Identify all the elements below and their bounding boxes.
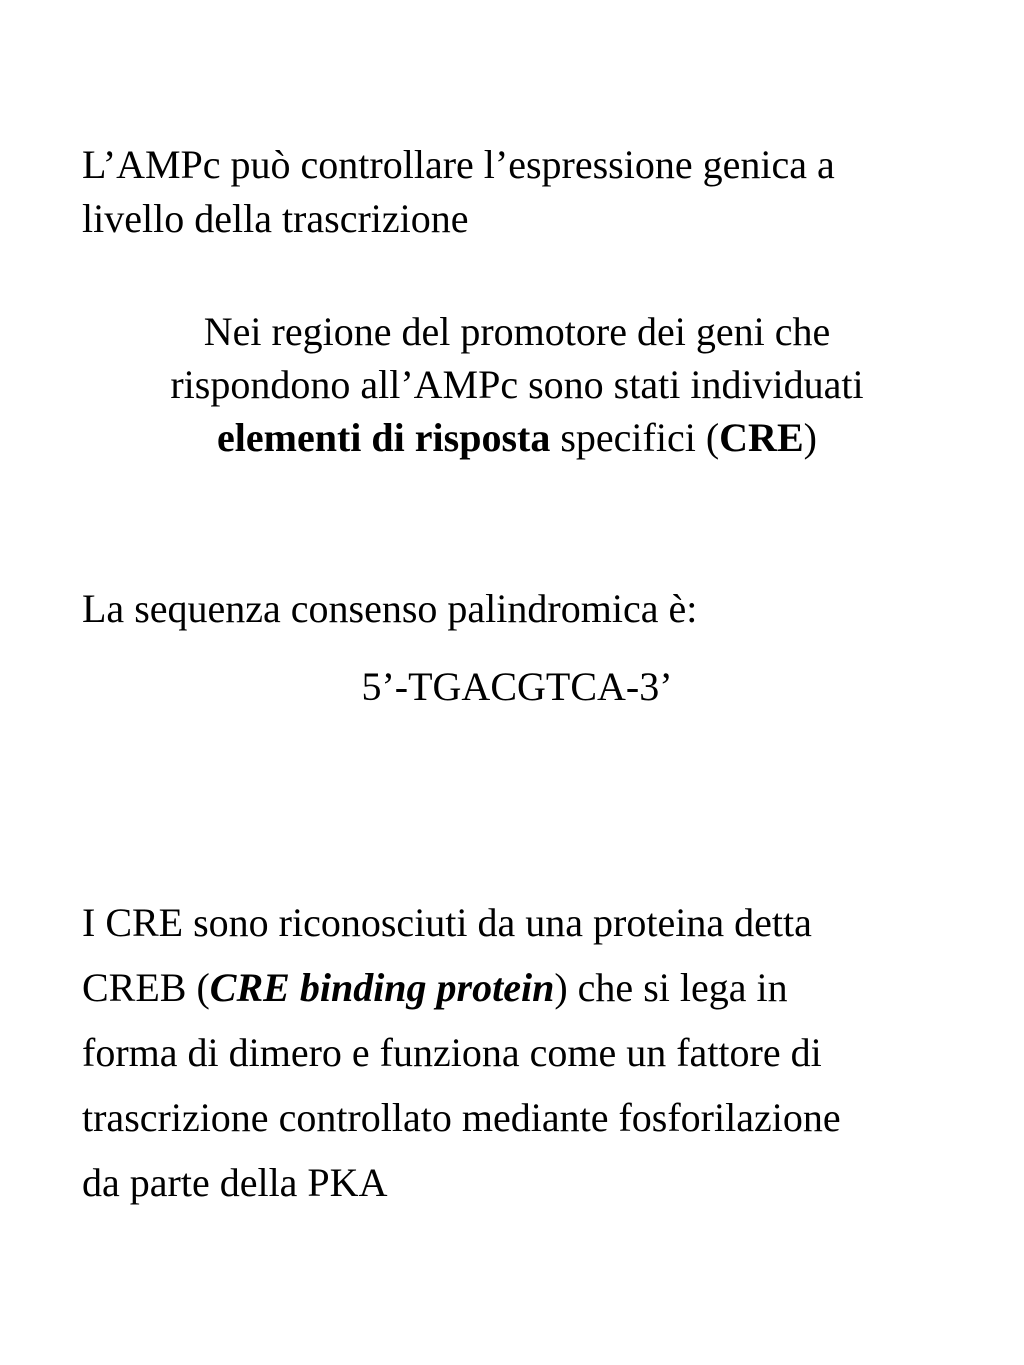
specific-text: specifici ( xyxy=(550,415,720,460)
promoter-line-2: rispondono all’AMPc sono stati individuati xyxy=(170,362,864,407)
consensus-sequence-paragraph xyxy=(82,660,952,714)
creb-suffix: ) che si lega in xyxy=(554,965,788,1010)
intro-line-1: L’AMPc può controllare l’espressione genica a xyxy=(82,142,835,187)
promoter-paragraph xyxy=(82,305,952,464)
promoter-line-1: Nei regione del promotore dei geni che xyxy=(203,309,831,354)
intro-paragraph xyxy=(82,138,962,246)
creb-line-5: da parte della PKA xyxy=(82,1160,388,1205)
promoter-line-3 xyxy=(82,411,952,464)
creb-line-2 xyxy=(82,955,982,1020)
cre-acronym: CRE xyxy=(719,415,804,460)
creb-prefix: CREB ( xyxy=(82,965,210,1010)
creb-paragraph xyxy=(82,890,982,1215)
consensus-label-paragraph xyxy=(82,582,962,636)
creb-line-1: I CRE sono riconosciuti da una proteina detta xyxy=(82,900,812,945)
cre-binding-protein-term: CRE binding protein xyxy=(209,965,555,1010)
creb-line-3: forma di dimero e funziona come un fattore di xyxy=(82,1030,822,1075)
creb-line-4: trascrizione controllato mediante fosforilazione xyxy=(82,1095,841,1140)
consensus-sequence: 5’-TGACGTCA-3’ xyxy=(361,664,673,709)
consensus-label: La sequenza consenso palindromica è: xyxy=(82,586,698,631)
intro-line-2: livello della trascrizione xyxy=(82,196,469,241)
closing-paren: ) xyxy=(803,415,817,460)
response-elements-term: elementi di risposta xyxy=(217,415,551,460)
